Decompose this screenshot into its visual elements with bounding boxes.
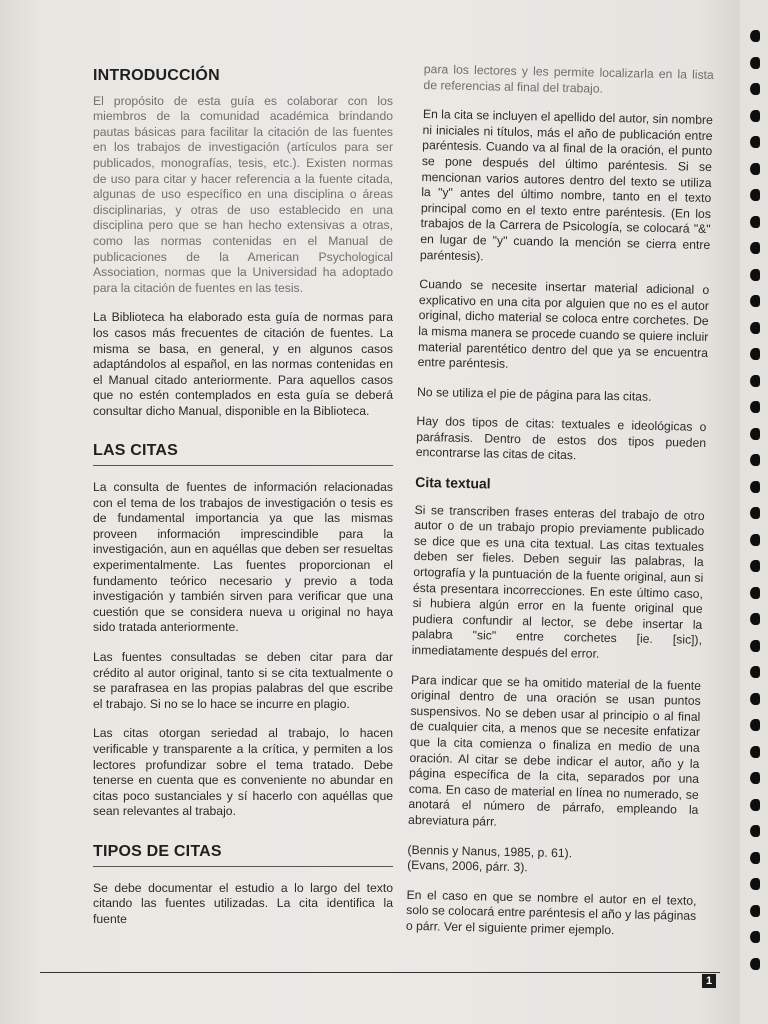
paragraph-introduccion-2: La Biblioteca ha elaborado esta guía de normas para los casos más frecuentes de citación de fuentes. La misma se basa, en general, y en algunos casos adaptándolos al español, en las normas contenidas en el Manual citado anteriormente. Para aquellos casos que no estén contemplados en esta guía se deberá consultar dicho Manual, disponible en la Biblioteca. xyxy=(93,310,393,418)
binding-hole xyxy=(750,322,760,334)
binding-hole xyxy=(750,825,760,837)
binding-hole xyxy=(750,613,760,625)
binding-hole xyxy=(750,295,760,307)
binding-hole xyxy=(750,746,760,758)
binding-hole xyxy=(750,587,760,599)
heading-cita-textual: Cita textual xyxy=(415,473,491,492)
binding-hole xyxy=(750,136,760,148)
heading-las-citas: LAS CITAS xyxy=(93,443,393,466)
binding-hole xyxy=(750,666,760,678)
paragraph-introduccion-1: El propósito de esta guía es colaborar con los miembros de la comunidad académica brindando pautas básicas para facilitar la citación de las fuentes en los trabajos de investigación (artículos para ser publicados, monografías, tesis, etc.). Existen normas de uso para citar y hacer referencia a la fuente citada, algunas de uso específico en una disciplina o áreas disciplinarias, y otras de uso establecido en una disciplina pero que se han hecho extensivas a otras, como las normas contenidas en el Manual de publicaciones de la American Psychological Association, normas que la Universidad ha adoptado para la citación de fuentes en las tesis. xyxy=(93,93,393,295)
binding-hole xyxy=(750,931,760,943)
paragraph-right-5: Hay dos tipos de citas: textuales e ideológicas o paráfrasis. Dentro de estos dos tipos pueden encontrarse las citas de citas. xyxy=(415,414,707,463)
paragraph-right-2: En la cita se incluyen el apellido del autor, sin nombre ni iniciales ni títulos, más el año de publicación entre paréntesis. Cuando va al final de la oración, el punto se pone después del último paréntesis. Si se mencionan varios autores dentro del texto se utiliza la "y" antes del último nombre, tanto en el texto principal como en el texto entre paréntesis. (En los trabajos de la Carrera de Psicología, se colocará "&" en lugar de "y" cuando la mención se cierra entre paréntesis). xyxy=(419,107,713,263)
citation-examples xyxy=(407,842,698,879)
heading-tipos-de-citas: TIPOS DE CITAS xyxy=(93,844,393,867)
binding-hole xyxy=(750,878,760,890)
heading-introduccion: INTRODUCCIÓN xyxy=(93,67,220,84)
binding-hole xyxy=(750,719,760,731)
right-column xyxy=(405,62,714,954)
citation-example: (Evans, 2006, párr. 3). xyxy=(407,857,528,875)
paragraph-right-1: para los lectores y les permite localizarla en la lista de referencias al final del trabajo. xyxy=(423,62,714,96)
binding-hole xyxy=(750,57,760,69)
paragraph-right-4: No se utiliza el pie de página para las citas. xyxy=(416,384,652,404)
binding-hole xyxy=(750,216,760,228)
binding-hole xyxy=(750,454,760,466)
binding-hole xyxy=(750,401,760,413)
binding-hole xyxy=(750,348,760,360)
spiral-binding xyxy=(744,30,768,990)
binding-hole xyxy=(750,163,760,175)
paragraph-las-citas-1: La consulta de fuentes de información relacionadas con el tema de los trabajos de investigación o tesis es de fundamental importancia ya que las mismas proveen información imprescindible para la investigación, aun en aquéllas que deben ser resueltas experimentalmente. Las fuentes proporcionan el fundamento teórico necesario y previo a toda investigación y también sirven para verificar que una cuestión que se considera nueva u original no haya sido tratada anteriormente. xyxy=(93,480,393,635)
binding-hole xyxy=(750,189,760,201)
binding-hole xyxy=(750,772,760,784)
paragraph-las-citas-2: Las fuentes consultadas se deben citar para dar crédito al autor original, tanto si se cita textualmente o se parafrasea en las propias palabras del que escribe el trabajo. Si no se lo hace se incurre en plagio. xyxy=(93,650,393,711)
binding-hole xyxy=(750,905,760,917)
binding-hole xyxy=(750,852,760,864)
binding-hole xyxy=(750,375,760,387)
binding-hole xyxy=(750,269,760,281)
binding-hole xyxy=(750,560,760,572)
binding-hole xyxy=(750,507,760,519)
binding-hole xyxy=(750,799,760,811)
paragraph-cita-textual-1: Si se transcriben frases enteras del trabajo de otro autor o de un trabajo propio previamente publicado se dice que es una cita textual. Las citas textuales deben ser fieles. Deben seguir las palabras, la ortografía y la puntuación de la fuente original, aun si ésta presentara incorrecciones. En este último caso, si hubiera algún error en la fuente original que pudiera confundir al lector, se debe insertar la palabra "sic" entre corchetes [ie. [sic]), inmediatamente después del error. xyxy=(411,502,705,661)
binding-hole xyxy=(750,428,760,440)
left-column xyxy=(93,68,393,941)
binding-hole xyxy=(750,30,760,42)
binding-hole xyxy=(750,481,760,493)
binding-hole xyxy=(750,110,760,122)
binding-hole xyxy=(750,640,760,652)
binding-hole xyxy=(750,958,760,970)
binding-hole xyxy=(750,83,760,95)
citation-example: (Bennis y Nanus, 1985, p. 61). xyxy=(407,842,573,860)
paragraph-right-3: Cuando se necesite insertar material adicional o explicativo en una cita por alguien que no es el autor original, dicho material se coloca entre corchetes. De la misma manera se procede cuando se quiere incluir material parentético dentro del que ya se encuentra entre paréntesis. xyxy=(417,277,710,371)
paragraph-cita-textual-2: Para indicar que se ha omitido material de la fuente original dentro de una oración se usan puntos suspensivos. No se deben usar al principio o al final de cualquier cita, a menos que se necesite enfatizar que la cita comienza o finaliza en medio de una oración. Al citar se debe indicar el autor, año y la página específica de la cita, separados por una coma. En caso de material en línea no numerado, se anotará el número de párrafo, empleando la abreviatura párr. xyxy=(407,672,702,829)
binding-hole xyxy=(750,534,760,546)
binding-hole xyxy=(750,693,760,705)
binding-hole xyxy=(750,242,760,254)
paragraph-tipos-de-citas-1: Se debe documentar el estudio a lo largo del texto citando las fuentes utilizadas. La cita identifica la fuente xyxy=(93,880,393,926)
footer-rule xyxy=(40,972,720,973)
page-number-badge: 1 xyxy=(702,974,716,988)
paragraph-las-citas-3: Las citas otorgan seriedad al trabajo, lo hacen verificable y transparente a la crítica, y permiten a los lectores profundizar sobre el tema tratado. Debe tenerse en cuenta que es conveniente no abundar en citas poco sustanciales y sí hacerlo con aquéllas que sean relevantes al trabajo. xyxy=(93,726,393,819)
paragraph-cita-textual-closing: En el caso en que se nombre el autor en el texto, solo se colocará entre paréntesis el año y las páginas o párr. Ver el siguiente primer ejemplo. xyxy=(405,887,697,938)
